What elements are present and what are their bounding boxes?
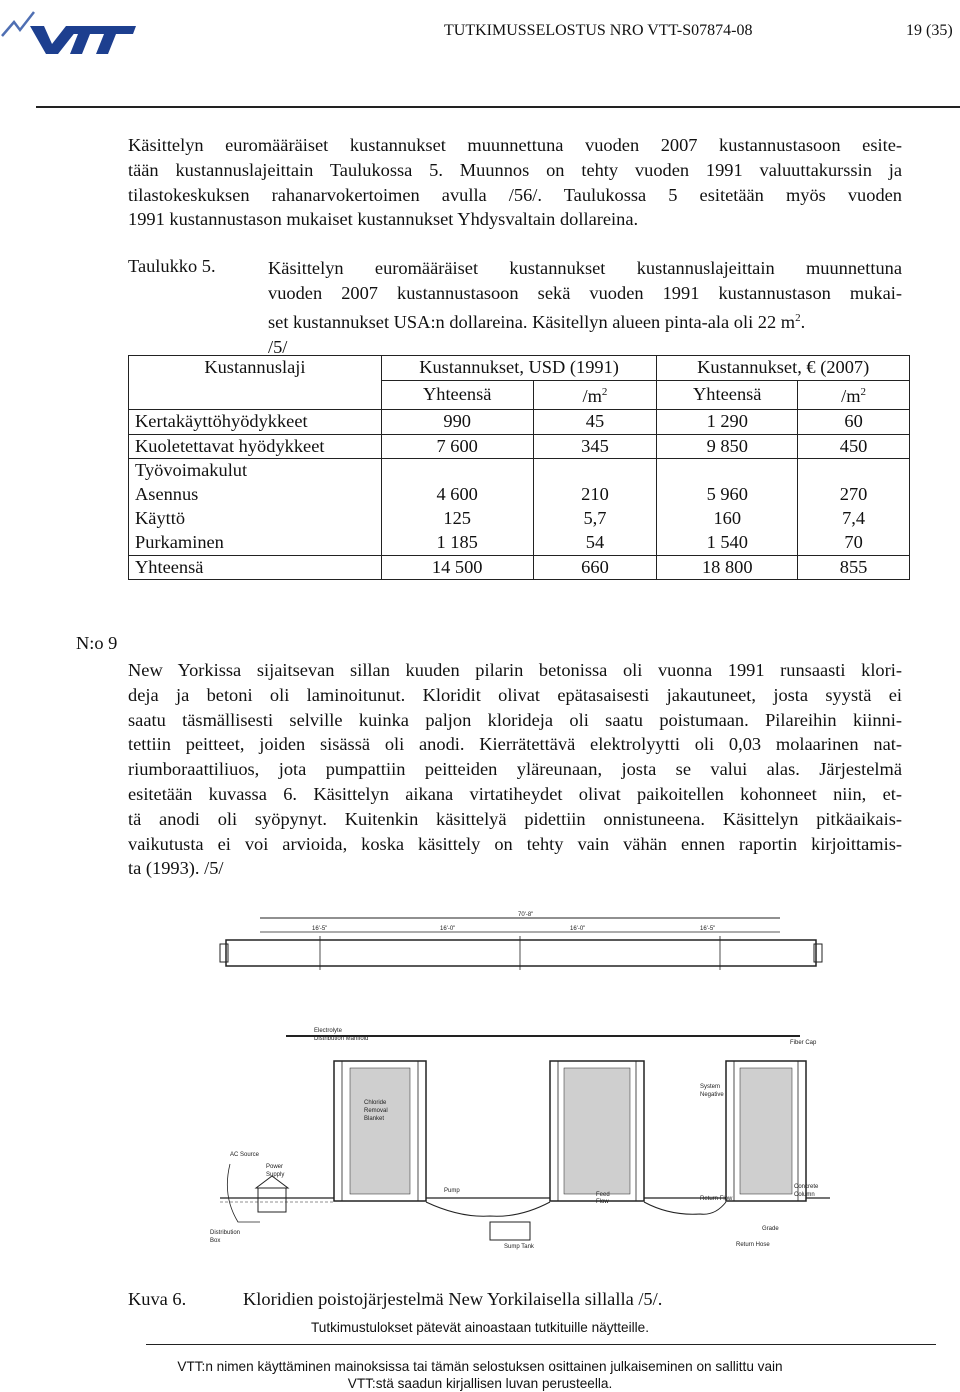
label-negative-1: System — [700, 1084, 721, 1090]
dim-overall: 70'-8" — [518, 912, 534, 918]
row-label: Kuoletettavat hyödykkeet — [129, 434, 382, 459]
footer-legal-line: VTT:stä saadun kirjallisen luvan perusteella. — [347, 1376, 613, 1391]
label-return-flow: Return Flow — [700, 1196, 733, 1202]
row-label: Työvoimakulut — [129, 459, 382, 483]
cell-empty — [657, 459, 798, 483]
case-line: ta (1993). /5/ — [128, 858, 224, 879]
cell-value: 5 960 — [657, 483, 798, 507]
label-feed-flow-2: Flow — [596, 1199, 609, 1205]
cell-value: 14 500 — [381, 555, 533, 580]
intro-line: Käsittelyn euromääräiset kustannukset muunnettuna vuoden 2007 kustannustasoon esite- — [128, 135, 902, 155]
table-row — [129, 434, 910, 459]
case-number: N:o 9 — [76, 633, 118, 653]
row-label: Asennus — [129, 483, 382, 507]
label-return-hose: Return Hose — [736, 1242, 770, 1248]
label-feed-flow-1: Feed — [596, 1192, 610, 1198]
col-group-usd: Kustannukset, USD (1991) — [381, 356, 657, 381]
case-line: vaikutusta ei voi arvioida, koska käsittely on tehty vain vähän ennen raportin kirjoittamis- — [128, 833, 902, 854]
label-pump: Pump — [444, 1188, 460, 1194]
case-line: tä anodi oli syöpynyt. Kuitenkin käsittelyä pidettiin onnistuneena. Käsittelyn pitkäaikais- — [128, 808, 902, 829]
cell-value: 660 — [533, 555, 657, 580]
figure-caption-label: Kuva 6. — [128, 1289, 187, 1309]
cell-value: 1 185 — [381, 531, 533, 555]
label-power-supply-2: Supply — [266, 1172, 285, 1178]
label-manifold-2: Distribution Manifold — [314, 1036, 369, 1042]
col-usd-per-m2 — [533, 380, 657, 409]
cell-value: 210 — [533, 483, 657, 507]
label-negative-2: Negative — [700, 1092, 724, 1098]
cell-value: 345 — [533, 434, 657, 459]
table-row — [129, 531, 910, 555]
cell-empty — [381, 459, 533, 483]
col-cost-type: Kustannuslaji — [129, 356, 382, 410]
cell-value: 1 540 — [657, 531, 798, 555]
label-power-supply-1: Power — [266, 1164, 284, 1170]
row-label: Purkaminen — [129, 531, 382, 555]
label-blanket-2: Removal — [364, 1108, 388, 1114]
cell-value: 7 600 — [381, 434, 533, 459]
header-divider — [36, 106, 960, 108]
figure-caption-text: Kloridien poistojärjestelmä New Yorkilaisella sillalla /5/. — [243, 1289, 663, 1309]
row-label: Käyttö — [129, 507, 382, 531]
label-ac-source: AC Source — [230, 1152, 260, 1158]
cell-value: 54 — [533, 531, 657, 555]
col-eur-total: Yhteensä — [657, 380, 798, 409]
case-paragraph — [128, 658, 902, 881]
vtt-logo — [0, 4, 140, 58]
report-id: TUTKIMUSSELOSTUS NRO VTT-S07874-08 — [444, 22, 753, 39]
caption-sup: 2 — [795, 311, 801, 324]
intro-paragraph — [128, 133, 902, 232]
caption-line: set kustannukset USA:n dollareina. Käsitellyn alueen pinta-ala oli 22 m — [268, 311, 796, 332]
cell-value: 5,7 — [533, 507, 657, 531]
table-total-row — [129, 555, 910, 580]
dim-span-b: 16'-0" — [440, 926, 456, 932]
cell-value: 9 850 — [657, 434, 798, 459]
case-line: saatu täsmällisesti selville kuinka paljon klorideja oli saatu poistumaan. Pilareihin kiinni- — [128, 709, 902, 730]
dim-span-a: 16'-5" — [312, 926, 328, 932]
row-label: Kertakäyttöhyödykkeet — [129, 409, 382, 434]
col-group-eur: Kustannukset, € (2007) — [657, 356, 910, 381]
caption-line: /5/ — [268, 336, 288, 357]
table-row — [129, 409, 910, 434]
cell-value: 855 — [798, 555, 910, 580]
cell-value: 60 — [798, 409, 910, 434]
footer-legal-line: VTT:n nimen käyttäminen mainoksissa tai tämän selostuksen osittainen julkaiseminen on sallittu vain — [177, 1359, 783, 1374]
case-line: riumboraattiliuos, jota pumpattiin peitteiden yläreunaan, josta se valui alas. Järjestelmä — [128, 759, 902, 780]
table-header-row — [129, 356, 910, 381]
table-row — [129, 483, 910, 507]
cell-value: 125 — [381, 507, 533, 531]
cell-value: 450 — [798, 434, 910, 459]
cell-value: 70 — [798, 531, 910, 555]
cell-value: 18 800 — [657, 555, 798, 580]
cell-empty — [533, 459, 657, 483]
label-grade: Grade — [762, 1226, 779, 1232]
label-concrete-column-2: Column — [794, 1192, 815, 1198]
intro-line: tään kustannuslajeittain Taulukossa 5. Muunnos on tehty vuoden 1991 valuuttakurssin ja — [128, 159, 902, 180]
chloride-removal-diagram — [200, 906, 840, 1256]
case-line: esitetään kuvassa 6. Käsittelyn aikana virtatiheydet olivat paikoitellen kohonneet niin, et- — [128, 783, 902, 804]
table-caption-text — [268, 256, 902, 359]
intro-line: 1991 kustannustason mukaiset kustannukset Yhdysvaltain dollareina. — [128, 209, 639, 230]
row-label: Yhteensä — [129, 555, 382, 580]
label-fiber-cap: Fiber Cap — [790, 1040, 817, 1046]
dim-span-c: 16'-0" — [570, 926, 586, 932]
cell-value: 4 600 — [381, 483, 533, 507]
per-unit: /m — [582, 385, 602, 406]
case-line: New Yorkissa sijaitsevan sillan kuuden pilarin betonissa oli vuonna 1991 runsaasti klori- — [128, 660, 902, 680]
label-manifold-1: Electrolyte — [314, 1028, 343, 1034]
footer-divider — [146, 1344, 936, 1345]
per-unit: /m — [841, 385, 861, 406]
cell-value: 1 290 — [657, 409, 798, 434]
cell-value: 990 — [381, 409, 533, 434]
unit-sup: 2 — [601, 385, 608, 398]
unit-sup: 2 — [860, 385, 867, 398]
col-eur-per-m2 — [798, 380, 910, 409]
label-blanket-1: Chloride — [364, 1100, 387, 1106]
caption-line: Käsittelyn euromääräiset kustannukset kustannuslajeittain muunnettuna — [268, 258, 902, 278]
footer-note: Tutkimustulokset pätevät ainoastaan tutkituille näytteille. — [310, 1320, 649, 1335]
cell-empty — [798, 459, 910, 483]
table-row — [129, 459, 910, 483]
col-usd-total: Yhteensä — [381, 380, 533, 409]
cell-value: 160 — [657, 507, 798, 531]
table-caption-label: Taulukko 5. — [128, 256, 216, 276]
page-number: 19 (35) — [906, 22, 953, 39]
cell-value: 45 — [533, 409, 657, 434]
label-concrete-column-1: Concrete — [794, 1184, 819, 1190]
label-sump-tank: Sump Tank — [504, 1244, 534, 1250]
label-distribution-box-1: Distribution — [210, 1230, 241, 1236]
label-blanket-3: Blanket — [364, 1116, 385, 1122]
case-line: deja ja betoni oli laminoitunut. Kloridit olivat epätasaisesti jakautuneet, josta syystä ei — [128, 684, 902, 705]
caption-period: . — [800, 311, 806, 332]
caption-line: vuoden 2007 kustannustasoon sekä vuoden 1991 kustannustason mukai- — [268, 282, 902, 303]
cell-value: 7,4 — [798, 507, 910, 531]
cost-table — [128, 355, 910, 580]
intro-line: tilastokeskuksen rahanarvokertoimen avulla /56/. Taulukossa 5 esitetään myös vuoden — [128, 184, 902, 205]
case-line: tettiin peitteet, joiden sisässä oli anodi. Kierrätettävä elektrolyytti oli 0,03 molaarinen nat- — [128, 734, 902, 755]
dim-span-d: 16'-5" — [700, 926, 716, 932]
footer-legal — [0, 1358, 960, 1392]
label-distribution-box-2: Box — [210, 1238, 221, 1244]
caption-line-with-area — [268, 306, 902, 335]
table-row — [129, 507, 910, 531]
cell-value: 270 — [798, 483, 910, 507]
